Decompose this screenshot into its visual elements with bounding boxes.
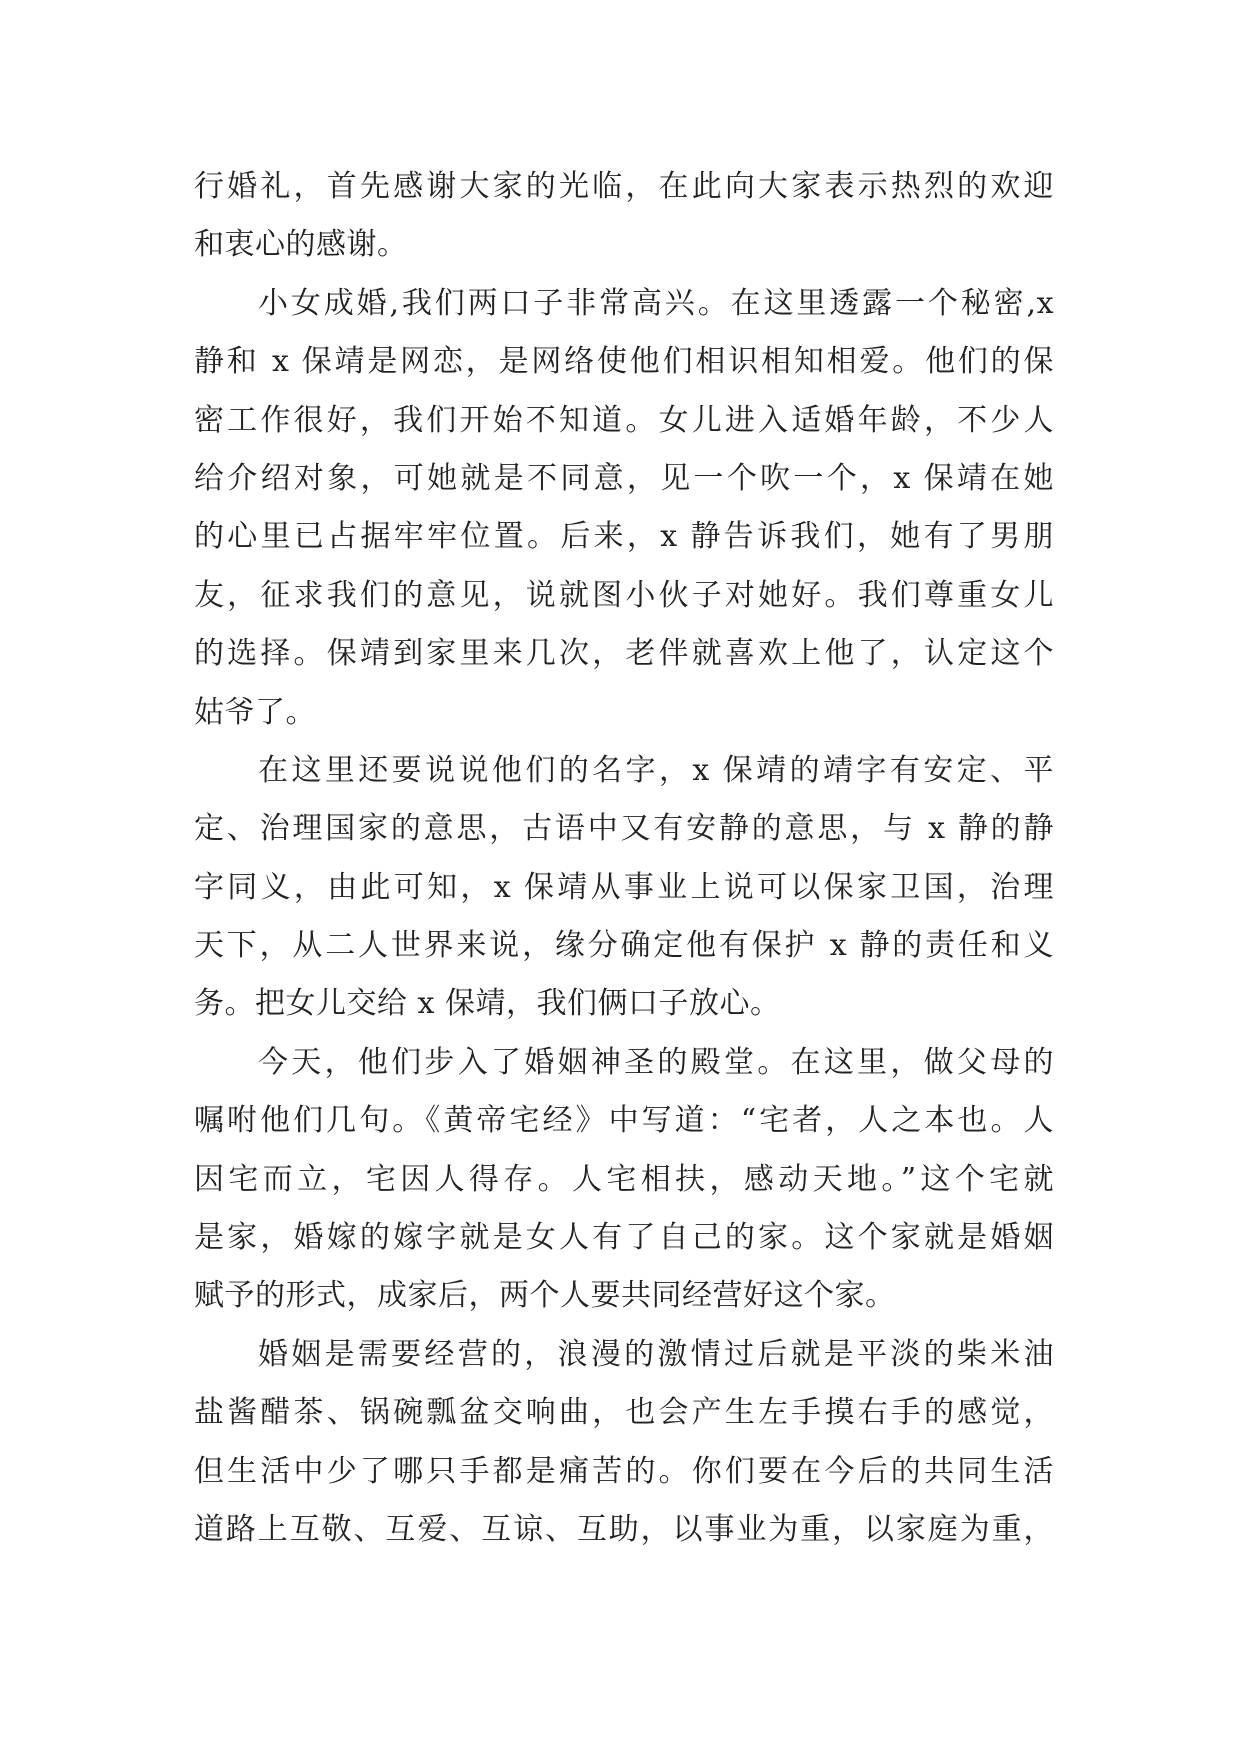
text-line: 的选择。保靖到家里来几次，老伴就喜欢上他了，认定这个 bbox=[194, 636, 1054, 672]
text-line: 行婚礼，首先感谢大家的光临，在此向大家表示热烈的欢迎 bbox=[194, 169, 1054, 204]
text-line: 天下，从二人世界来说，缘分确定他有保护 x 静的责任和义 bbox=[194, 928, 1054, 964]
text-line: 姑爷了。 bbox=[194, 694, 316, 730]
text-line: 小女成婚,我们两口子非常高兴。在这里透露一个秘密,x bbox=[258, 285, 1054, 321]
paragraph bbox=[194, 1034, 1054, 1326]
paragraph bbox=[194, 158, 1054, 275]
text-line: 静和 x 保靖是网恋，是网络使他们相识相知相爱。他们的保 bbox=[194, 344, 1054, 380]
text-line: 在这里还要说说他们的名字，x 保靖的靖字有安定、平 bbox=[258, 752, 1054, 788]
text-line: 友，征求我们的意见，说就图小伙子对她好。我们尊重女儿 bbox=[194, 577, 1054, 613]
text-line: 的心里已占据牢牢位置。后来，x 静告诉我们，她有了男朋 bbox=[194, 519, 1054, 555]
text-line: 和衷心的感谢。 bbox=[194, 227, 408, 263]
text-line: 今天，他们步入了婚姻神圣的殿堂。在这里，做父母的 bbox=[258, 1044, 1054, 1080]
text-line: 道路上互敬、互爱、互谅、互助，以事业为重，以家庭为重， bbox=[194, 1511, 1054, 1547]
paragraph bbox=[194, 742, 1054, 1034]
text-line: 赋予的形式，成家后，两个人要共同经营好这个家。 bbox=[194, 1278, 896, 1314]
text-line: 定、治理国家的意思，古语中又有安静的意思，与 x 静的静 bbox=[194, 811, 1054, 847]
body-text bbox=[194, 158, 1054, 1559]
text-line: 盐酱醋茶、锅碗瓢盆交响曲，也会产生左手摸右手的感觉， bbox=[194, 1395, 1054, 1431]
text-line: 婚姻是需要经营的，浪漫的激情过后就是平淡的柴米油 bbox=[258, 1336, 1054, 1372]
text-line: 嘱咐他们几句。《黄帝宅经》中写道：“宅者，人之本也。人 bbox=[194, 1103, 1054, 1139]
paragraph bbox=[194, 1326, 1054, 1560]
text-line: 给介绍对象，可她就是不同意，见一个吹一个，x 保靖在她 bbox=[194, 460, 1054, 496]
text-line: 因宅而立，宅因人得存。人宅相扶，感动天地。”这个宅就 bbox=[194, 1161, 1054, 1197]
text-line: 但生活中少了哪只手都是痛苦的。你们要在今后的共同生活 bbox=[194, 1453, 1054, 1489]
text-line: 密工作很好，我们开始不知道。女儿进入适婚年龄，不少人 bbox=[194, 402, 1054, 438]
text-line: 是家，婚嫁的嫁字就是女人有了自己的家。这个家就是婚姻 bbox=[194, 1220, 1054, 1256]
text-line: 务。把女儿交给 x 保靖，我们俩口子放心。 bbox=[194, 986, 781, 1022]
text-line: 字同义，由此可知，x 保靖从事业上说可以保家卫国，治理 bbox=[194, 869, 1054, 905]
paragraph bbox=[194, 275, 1054, 742]
